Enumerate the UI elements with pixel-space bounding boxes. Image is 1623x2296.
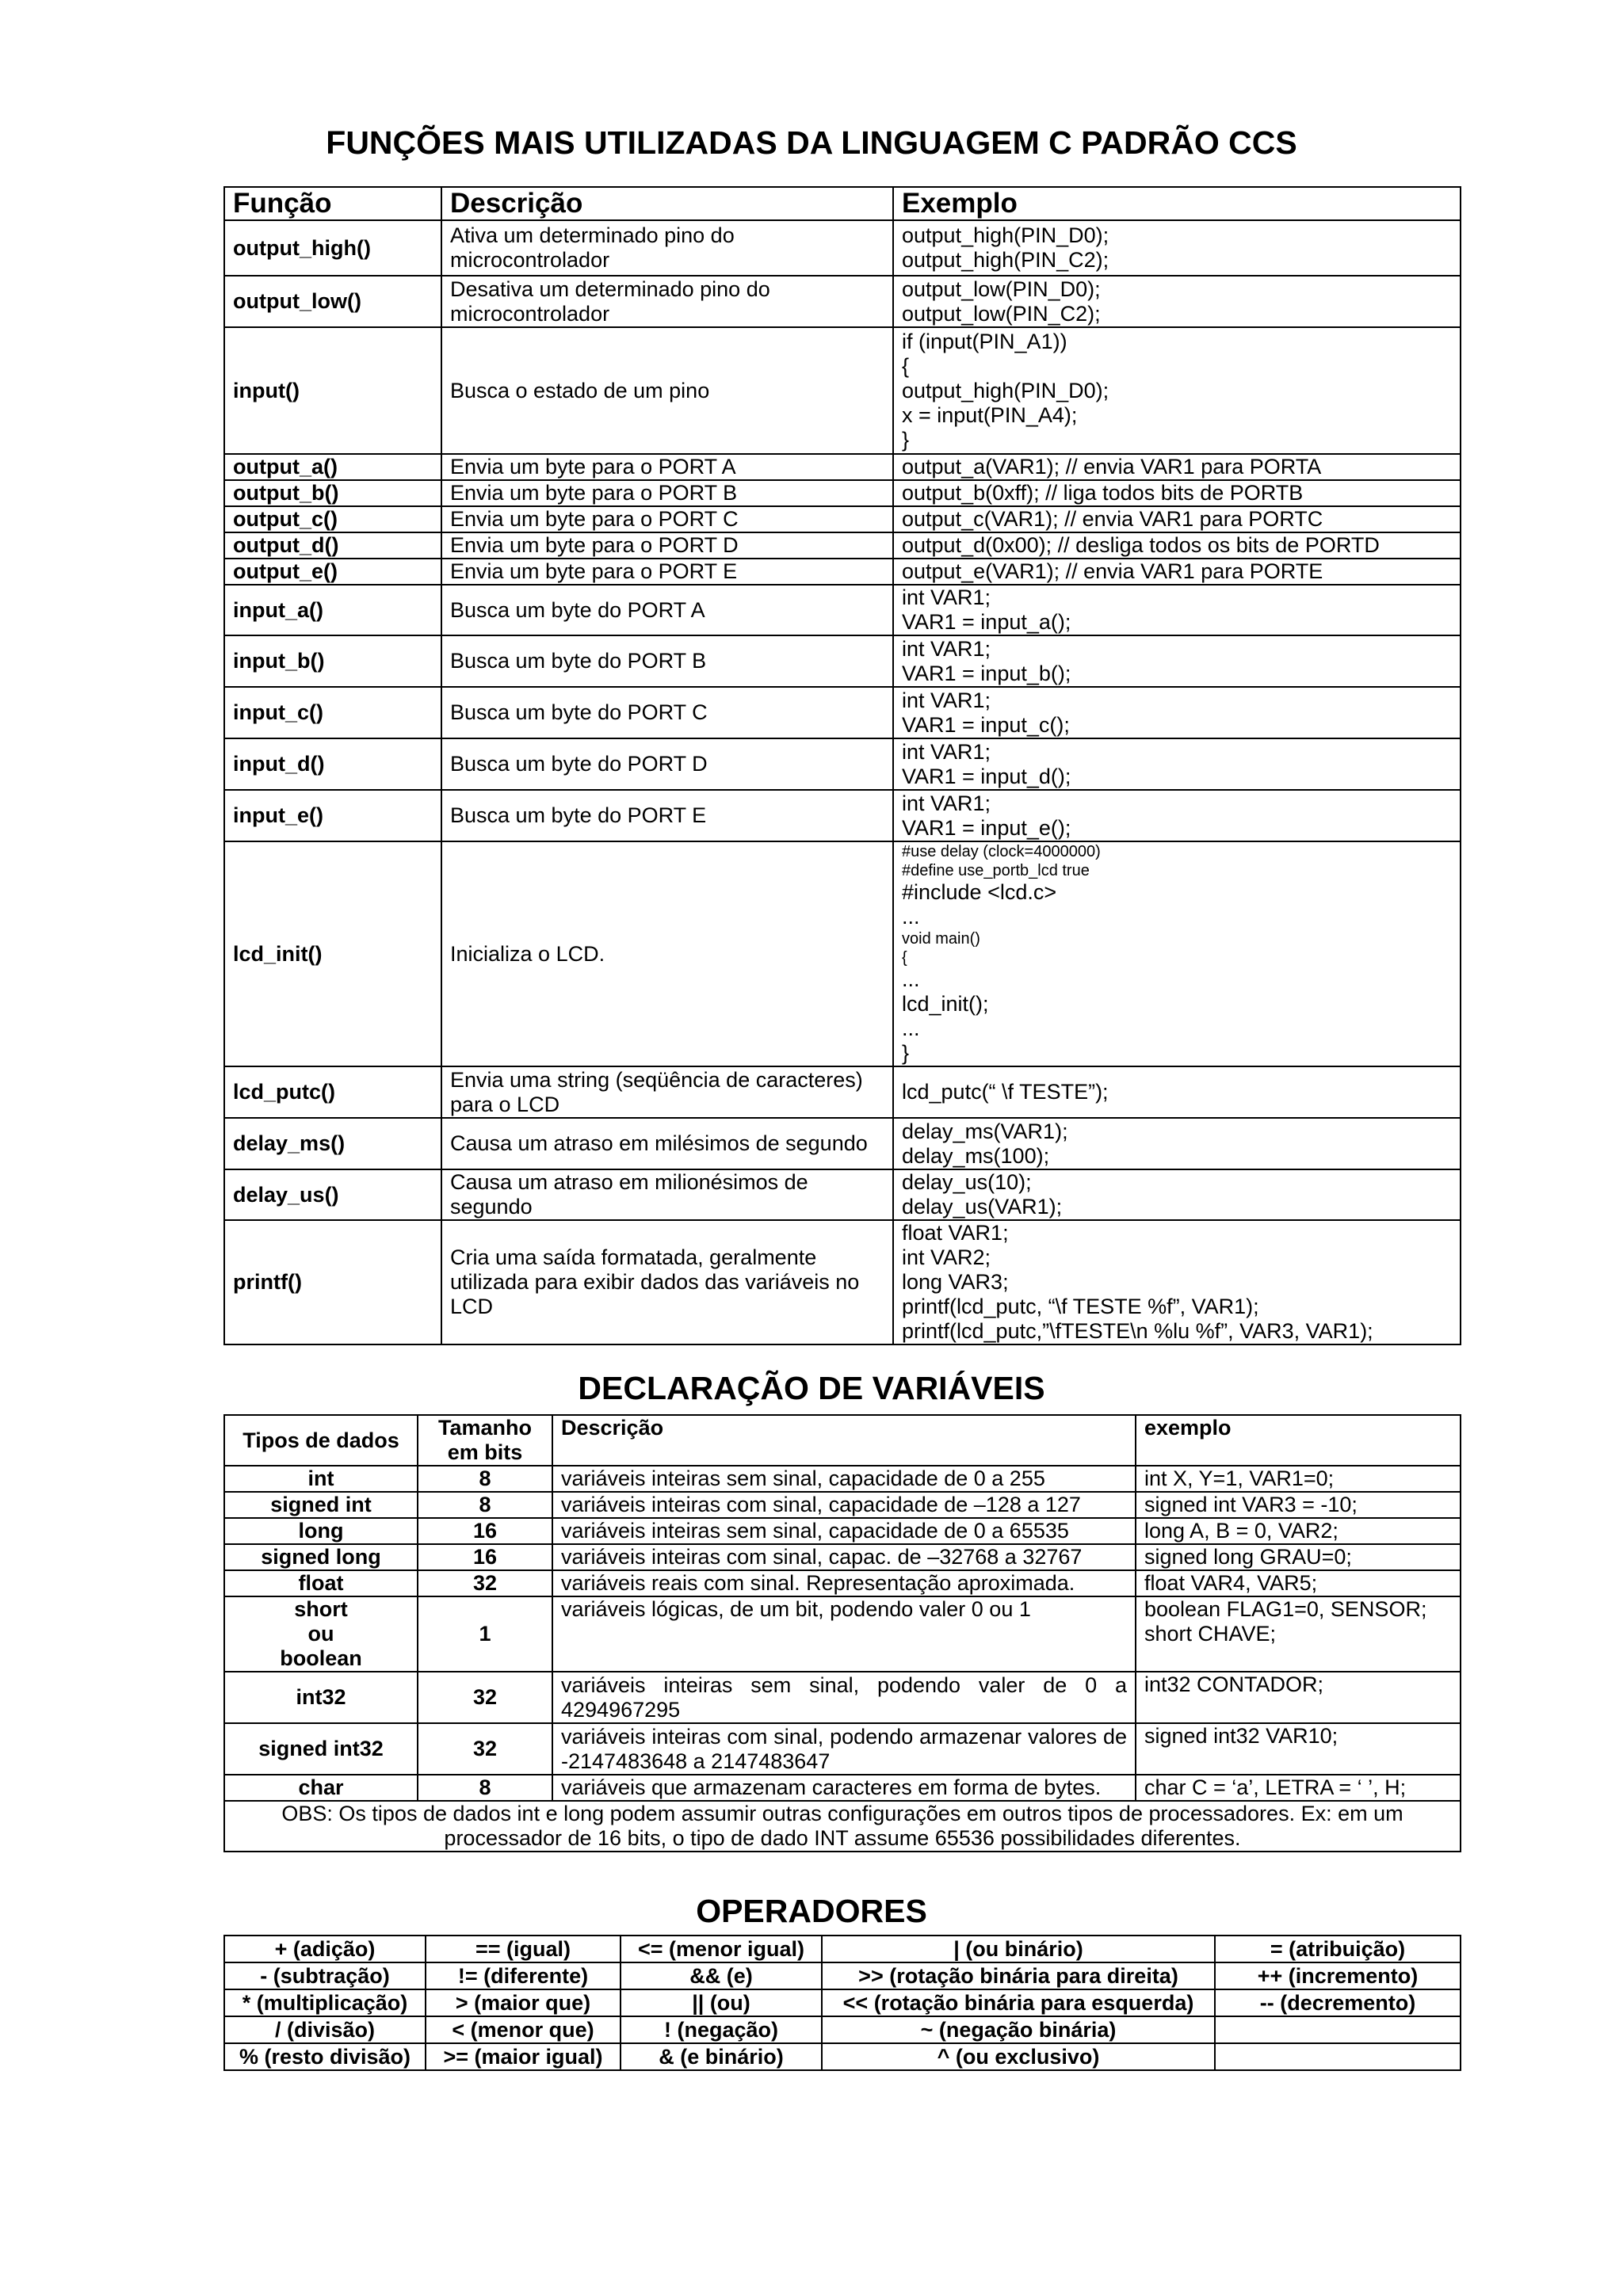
- operator-cell: [1215, 2043, 1461, 2070]
- text-line: Ativa um determinado pino do: [450, 223, 735, 247]
- text-line: Desativa um determinado pino do: [450, 277, 770, 301]
- operator-cell: ++ (incremento): [1215, 1962, 1461, 1989]
- variable-bits: 32: [418, 1672, 552, 1723]
- function-description: [441, 480, 893, 506]
- operator-cell: == (igual): [426, 1936, 621, 1962]
- function-name: output_e(): [224, 559, 441, 585]
- function-row: [224, 1169, 1461, 1220]
- operator-cell: * (multiplicação): [224, 1989, 426, 2016]
- obs-line: OBS: Os tipos de dados int e long podem assumir outras configurações em outros tipos de processadores. Ex: em um: [281, 1802, 1403, 1825]
- variable-bits: 8: [418, 1775, 552, 1801]
- variables-header-row: [224, 1415, 1461, 1466]
- page-title: FUNÇÕES MAIS UTILIZADAS DA LINGUAGEM C PADRÃO CCS: [326, 124, 1297, 161]
- text-line: float: [298, 1571, 344, 1595]
- function-name: input_a(): [224, 585, 441, 635]
- variables-body: [224, 1466, 1461, 1801]
- function-row: [224, 276, 1461, 327]
- text-line: int32: [296, 1685, 346, 1709]
- function-description: [441, 841, 893, 1066]
- variable-example: char C = ‘a’, LETRA = ‘ ’, H;: [1136, 1775, 1461, 1801]
- function-name: input_c(): [224, 687, 441, 738]
- function-description: [441, 559, 893, 585]
- header-funcao: Função: [224, 187, 441, 220]
- text-line: signed int: [270, 1493, 372, 1516]
- text-line: Envia uma string (seqüência de caracteres): [450, 1067, 863, 1092]
- text-line: VAR1 = input_a();: [902, 610, 1071, 634]
- text-line: ...: [902, 905, 920, 929]
- text-line: output_d(0x00); // desliga todos os bits de PORTD: [902, 533, 1380, 557]
- text-line: Envia um byte para o PORT E: [450, 559, 738, 583]
- function-example: [893, 738, 1461, 790]
- text-line: ...: [902, 1016, 920, 1040]
- header-exemplo: Exemplo: [893, 187, 1461, 220]
- function-row: [224, 1118, 1461, 1169]
- function-row: [224, 532, 1461, 559]
- text-line: Envia um byte para o PORT A: [450, 455, 736, 479]
- text-line: para o LCD: [450, 1092, 560, 1116]
- operator-row: [224, 1962, 1461, 1989]
- text-line: VAR1 = input_e();: [902, 815, 1071, 840]
- function-name: output_high(): [224, 220, 441, 276]
- operator-cell: <= (menor igual): [621, 1936, 822, 1962]
- variable-description: variáveis inteiras sem sinal, podendo valer de 0 a 4294967295: [552, 1672, 1136, 1723]
- text-line: lcd_putc(“ \f TESTE”);: [902, 1080, 1109, 1104]
- function-description: [441, 276, 893, 327]
- text-line: delay_us(VAR1);: [902, 1195, 1063, 1219]
- text-line: {: [902, 353, 910, 378]
- text-line: int: [307, 1466, 334, 1490]
- function-example: [893, 790, 1461, 841]
- text-line: int VAR1;: [902, 791, 991, 815]
- text-line: int VAR1;: [902, 636, 991, 661]
- operators-body: [224, 1936, 1461, 2070]
- function-name: output_c(): [224, 506, 441, 532]
- text-line: float VAR1;: [902, 1221, 1009, 1245]
- function-row: [224, 559, 1461, 585]
- function-example: [893, 532, 1461, 559]
- function-example: [893, 1118, 1461, 1169]
- function-example: [893, 841, 1461, 1066]
- function-example: [893, 1220, 1461, 1344]
- function-description: [441, 454, 893, 480]
- operator-cell: + (adição): [224, 1936, 426, 1962]
- text-line: Busca o estado de um pino: [450, 378, 710, 402]
- operator-cell: -- (decremento): [1215, 1989, 1461, 2016]
- text-line: {: [902, 949, 907, 967]
- operator-cell: ~ (negação binária): [822, 2016, 1215, 2043]
- variable-row: [224, 1723, 1461, 1775]
- text-line: VAR1 = input_b();: [902, 661, 1071, 685]
- text-line: Busca um byte do PORT C: [450, 700, 708, 724]
- variable-row: [224, 1596, 1461, 1672]
- function-row: [224, 1220, 1461, 1344]
- function-example: [893, 220, 1461, 276]
- function-name: delay_us(): [224, 1169, 441, 1220]
- variables-table: [223, 1414, 1461, 1852]
- operator-row: [224, 2043, 1461, 2070]
- variable-row: [224, 1672, 1461, 1723]
- obs-line: processador de 16 bits, o tipo de dado INT assume 65536 possibilidades diferentes.: [444, 1826, 1241, 1850]
- variable-bits: 16: [418, 1544, 552, 1570]
- function-name: output_b(): [224, 480, 441, 506]
- variable-row: [224, 1544, 1461, 1570]
- text-line: output_c(VAR1); // envia VAR1 para PORTC: [902, 507, 1323, 531]
- function-name: input_b(): [224, 635, 441, 687]
- text-line: VAR1 = input_d();: [902, 764, 1071, 788]
- variable-type: [224, 1672, 418, 1723]
- functions-table: [223, 186, 1461, 1345]
- text-line: microcontrolador: [450, 248, 610, 272]
- function-row: [224, 506, 1461, 532]
- function-row: [224, 790, 1461, 841]
- variable-bits: 32: [418, 1570, 552, 1596]
- text-line: signed int32: [258, 1737, 384, 1760]
- function-example: [893, 1066, 1461, 1118]
- variable-example: signed int VAR3 = -10;: [1136, 1492, 1461, 1518]
- function-row: [224, 480, 1461, 506]
- operator-cell: ^ (ou exclusivo): [822, 2043, 1215, 2070]
- variable-description: variáveis inteiras sem sinal, capacidade de 0 a 65535: [552, 1518, 1136, 1544]
- function-name: output_a(): [224, 454, 441, 480]
- text-line: boolean: [280, 1646, 362, 1670]
- function-name: input(): [224, 327, 441, 454]
- function-example: [893, 276, 1461, 327]
- function-name: delay_ms(): [224, 1118, 441, 1169]
- text-line: Cria uma saída formatada, geralmente: [450, 1245, 817, 1269]
- text-line: delay_us(10);: [902, 1170, 1032, 1194]
- function-row: [224, 687, 1461, 738]
- function-row: [224, 220, 1461, 276]
- header-exemplo-var: exemplo: [1136, 1415, 1461, 1466]
- variable-description: variáveis inteiras com sinal, capacidade de –128 a 127: [552, 1492, 1136, 1518]
- text-line: #define use_portb_lcd true: [902, 862, 1090, 879]
- text-line: int VAR1;: [902, 739, 991, 764]
- function-name: input_d(): [224, 738, 441, 790]
- variable-description: variáveis inteiras com sinal, podendo armazenar valores de -2147483648 a 2147483647: [552, 1723, 1136, 1775]
- function-description: [441, 1066, 893, 1118]
- variables-obs-row: [224, 1801, 1461, 1852]
- function-name: output_low(): [224, 276, 441, 327]
- operator-cell: < (menor que): [426, 2016, 621, 2043]
- text-line: }: [902, 1041, 910, 1065]
- header-tipos: Tipos de dados: [224, 1415, 418, 1466]
- variable-description: variáveis reais com sinal. Representação aproximada.: [552, 1570, 1136, 1596]
- function-row: [224, 738, 1461, 790]
- operator-cell: && (e): [621, 1962, 822, 1989]
- function-row: [224, 841, 1461, 1066]
- variable-type: [224, 1723, 418, 1775]
- text-line: int VAR2;: [902, 1245, 991, 1269]
- function-example: [893, 327, 1461, 454]
- variable-bits: 1: [418, 1596, 552, 1672]
- operator-cell: | (ou binário): [822, 1936, 1215, 1962]
- variable-type: [224, 1596, 418, 1672]
- function-description: [441, 1118, 893, 1169]
- variable-description: variáveis que armazenam caracteres em forma de bytes.: [552, 1775, 1136, 1801]
- function-example: [893, 1169, 1461, 1220]
- text-line: Busca um byte do PORT E: [450, 803, 707, 827]
- header-descricao: Descrição: [441, 187, 893, 220]
- operator-cell: << (rotação binária para esquerda): [822, 1989, 1215, 2016]
- variable-description: variáveis inteiras com sinal, capac. de –32768 a 32767: [552, 1544, 1136, 1570]
- function-name: printf(): [224, 1220, 441, 1344]
- text-line: x = input(PIN_A4);: [902, 402, 1078, 427]
- function-description: [441, 790, 893, 841]
- variable-description: variáveis inteiras sem sinal, capacidade de 0 a 255: [552, 1466, 1136, 1492]
- text-line: Busca um byte do PORT B: [450, 649, 707, 673]
- variable-type: [224, 1570, 418, 1596]
- function-description: [441, 738, 893, 790]
- text-line: int VAR1;: [902, 688, 991, 712]
- variable-bits: 32: [418, 1723, 552, 1775]
- header-descricao-var: Descrição: [552, 1415, 1136, 1466]
- function-row: [224, 635, 1461, 687]
- text-line: Envia um byte para o PORT B: [450, 481, 738, 505]
- header-tamanho: Tamanho em bits: [418, 1415, 552, 1466]
- variables-obs: [224, 1801, 1461, 1852]
- variable-example: float VAR4, VAR5;: [1136, 1570, 1461, 1596]
- function-description: [441, 220, 893, 276]
- text-line: ...: [902, 967, 920, 991]
- text-line: output_low(PIN_C2);: [902, 301, 1101, 326]
- text-line: void main(): [902, 930, 980, 948]
- variable-row: [224, 1466, 1461, 1492]
- text-line: output_high(PIN_C2);: [902, 248, 1109, 272]
- function-row: [224, 585, 1461, 635]
- text-line: Inicializa o LCD.: [450, 941, 605, 966]
- text-line: Envia um byte para o PORT C: [450, 507, 739, 531]
- function-row: [224, 454, 1461, 480]
- operator-cell: || (ou): [621, 1989, 822, 2016]
- function-example: [893, 506, 1461, 532]
- function-description: [441, 1169, 893, 1220]
- variable-example: long A, B = 0, VAR2;: [1136, 1518, 1461, 1544]
- text-line: lcd_init();: [902, 992, 989, 1016]
- function-name: output_d(): [224, 532, 441, 559]
- text-line: utilizada para exibir dados das variáveis no: [450, 1270, 860, 1294]
- operators-title: OPERADORES: [696, 1893, 927, 1929]
- function-name: lcd_init(): [224, 841, 441, 1066]
- operator-cell: > (maior que): [426, 1989, 621, 2016]
- operator-cell: = (atribuição): [1215, 1936, 1461, 1962]
- function-row: [224, 327, 1461, 454]
- function-row: [224, 1066, 1461, 1118]
- operator-cell: / (divisão): [224, 2016, 426, 2043]
- variable-row: [224, 1775, 1461, 1801]
- text-line: char: [298, 1775, 344, 1799]
- function-example: [893, 585, 1461, 635]
- text-line: signed long: [261, 1545, 381, 1569]
- text-line: Causa um atraso em milésimos de segundo: [450, 1131, 868, 1155]
- operator-row: [224, 1936, 1461, 1962]
- text-line: #use delay (clock=4000000): [902, 843, 1101, 860]
- variable-example: signed int32 VAR10;: [1136, 1723, 1461, 1775]
- text-line: Envia um byte para o PORT D: [450, 533, 739, 557]
- text-line: output_a(VAR1); // envia VAR1 para PORTA: [902, 455, 1322, 479]
- variable-example: boolean FLAG1=0, SENSOR; short CHAVE;: [1136, 1596, 1461, 1672]
- operator-cell: % (resto divisão): [224, 2043, 426, 2070]
- operator-row: [224, 1989, 1461, 2016]
- variables-title: DECLARAÇÃO DE VARIÁVEIS: [578, 1370, 1045, 1406]
- function-name: lcd_putc(): [224, 1066, 441, 1118]
- variable-row: [224, 1518, 1461, 1544]
- function-example: [893, 480, 1461, 506]
- text-line: output_high(PIN_D0);: [902, 223, 1109, 247]
- variable-type: [224, 1518, 418, 1544]
- variable-bits: 8: [418, 1466, 552, 1492]
- variable-example: int32 CONTADOR;: [1136, 1672, 1461, 1723]
- variable-description: variáveis lógicas, de um bit, podendo valer 0 ou 1: [552, 1596, 1136, 1672]
- function-description: [441, 506, 893, 532]
- function-description: [441, 1220, 893, 1344]
- text-line: output_e(VAR1); // envia VAR1 para PORTE: [902, 559, 1323, 583]
- text-line: long VAR3;: [902, 1270, 1009, 1294]
- text-line: Busca um byte do PORT A: [450, 597, 705, 622]
- operators-table: [223, 1935, 1461, 2071]
- functions-body: [224, 220, 1461, 1344]
- operator-cell: != (diferente): [426, 1962, 621, 1989]
- operator-row: [224, 2016, 1461, 2043]
- text-line: ou: [307, 1622, 334, 1646]
- function-example: [893, 687, 1461, 738]
- text-line: output_high(PIN_D0);: [902, 378, 1109, 402]
- function-description: [441, 532, 893, 559]
- text-line: delay_ms(100);: [902, 1143, 1050, 1168]
- operator-cell: >= (maior igual): [426, 2043, 621, 2070]
- text-line: VAR1 = input_c();: [902, 712, 1070, 737]
- text-line: printf(lcd_putc, “\f TESTE %f”, VAR1);: [902, 1295, 1259, 1318]
- variable-row: [224, 1492, 1461, 1518]
- function-example: [893, 635, 1461, 687]
- operator-cell: >> (rotação binária para direita): [822, 1962, 1215, 1989]
- variable-bits: 16: [418, 1518, 552, 1544]
- function-example: [893, 454, 1461, 480]
- text-line: short: [294, 1597, 348, 1621]
- text-line: delay_ms(VAR1);: [902, 1119, 1068, 1143]
- variable-type: [224, 1775, 418, 1801]
- variable-row: [224, 1570, 1461, 1596]
- function-description: [441, 585, 893, 635]
- text-line: if (input(PIN_A1)): [902, 329, 1067, 353]
- operator-cell: - (subtração): [224, 1962, 426, 1989]
- text-line: Causa um atraso em milionésimos de: [450, 1170, 808, 1194]
- text-line: microcontrolador: [450, 301, 610, 326]
- text-line: Busca um byte do PORT D: [450, 752, 708, 776]
- functions-header-row: [224, 187, 1461, 220]
- text-line: long: [298, 1519, 344, 1543]
- function-description: [441, 327, 893, 454]
- operator-cell: [1215, 2016, 1461, 2043]
- text-line: output_b(0xff); // liga todos bits de PORTB: [902, 481, 1304, 505]
- function-name: input_e(): [224, 790, 441, 841]
- variable-type: [224, 1466, 418, 1492]
- function-example: [893, 559, 1461, 585]
- operator-cell: & (e binário): [621, 2043, 822, 2070]
- function-description: [441, 687, 893, 738]
- operator-cell: ! (negação): [621, 2016, 822, 2043]
- text-line: LCD: [450, 1295, 494, 1318]
- text-line: }: [902, 427, 910, 452]
- variable-bits: 8: [418, 1492, 552, 1518]
- variable-example: int X, Y=1, VAR1=0;: [1136, 1466, 1461, 1492]
- text-line: printf(lcd_putc,”\fTESTE\n %lu %f”, VAR3, VAR1);: [902, 1319, 1373, 1343]
- text-line: int VAR1;: [902, 585, 991, 609]
- variable-type: [224, 1544, 418, 1570]
- variable-type: [224, 1492, 418, 1518]
- variable-example: signed long GRAU=0;: [1136, 1544, 1461, 1570]
- text-line: segundo: [450, 1195, 533, 1219]
- function-description: [441, 635, 893, 687]
- text-line: #include <lcd.c>: [902, 880, 1057, 904]
- text-line: output_low(PIN_D0);: [902, 277, 1101, 301]
